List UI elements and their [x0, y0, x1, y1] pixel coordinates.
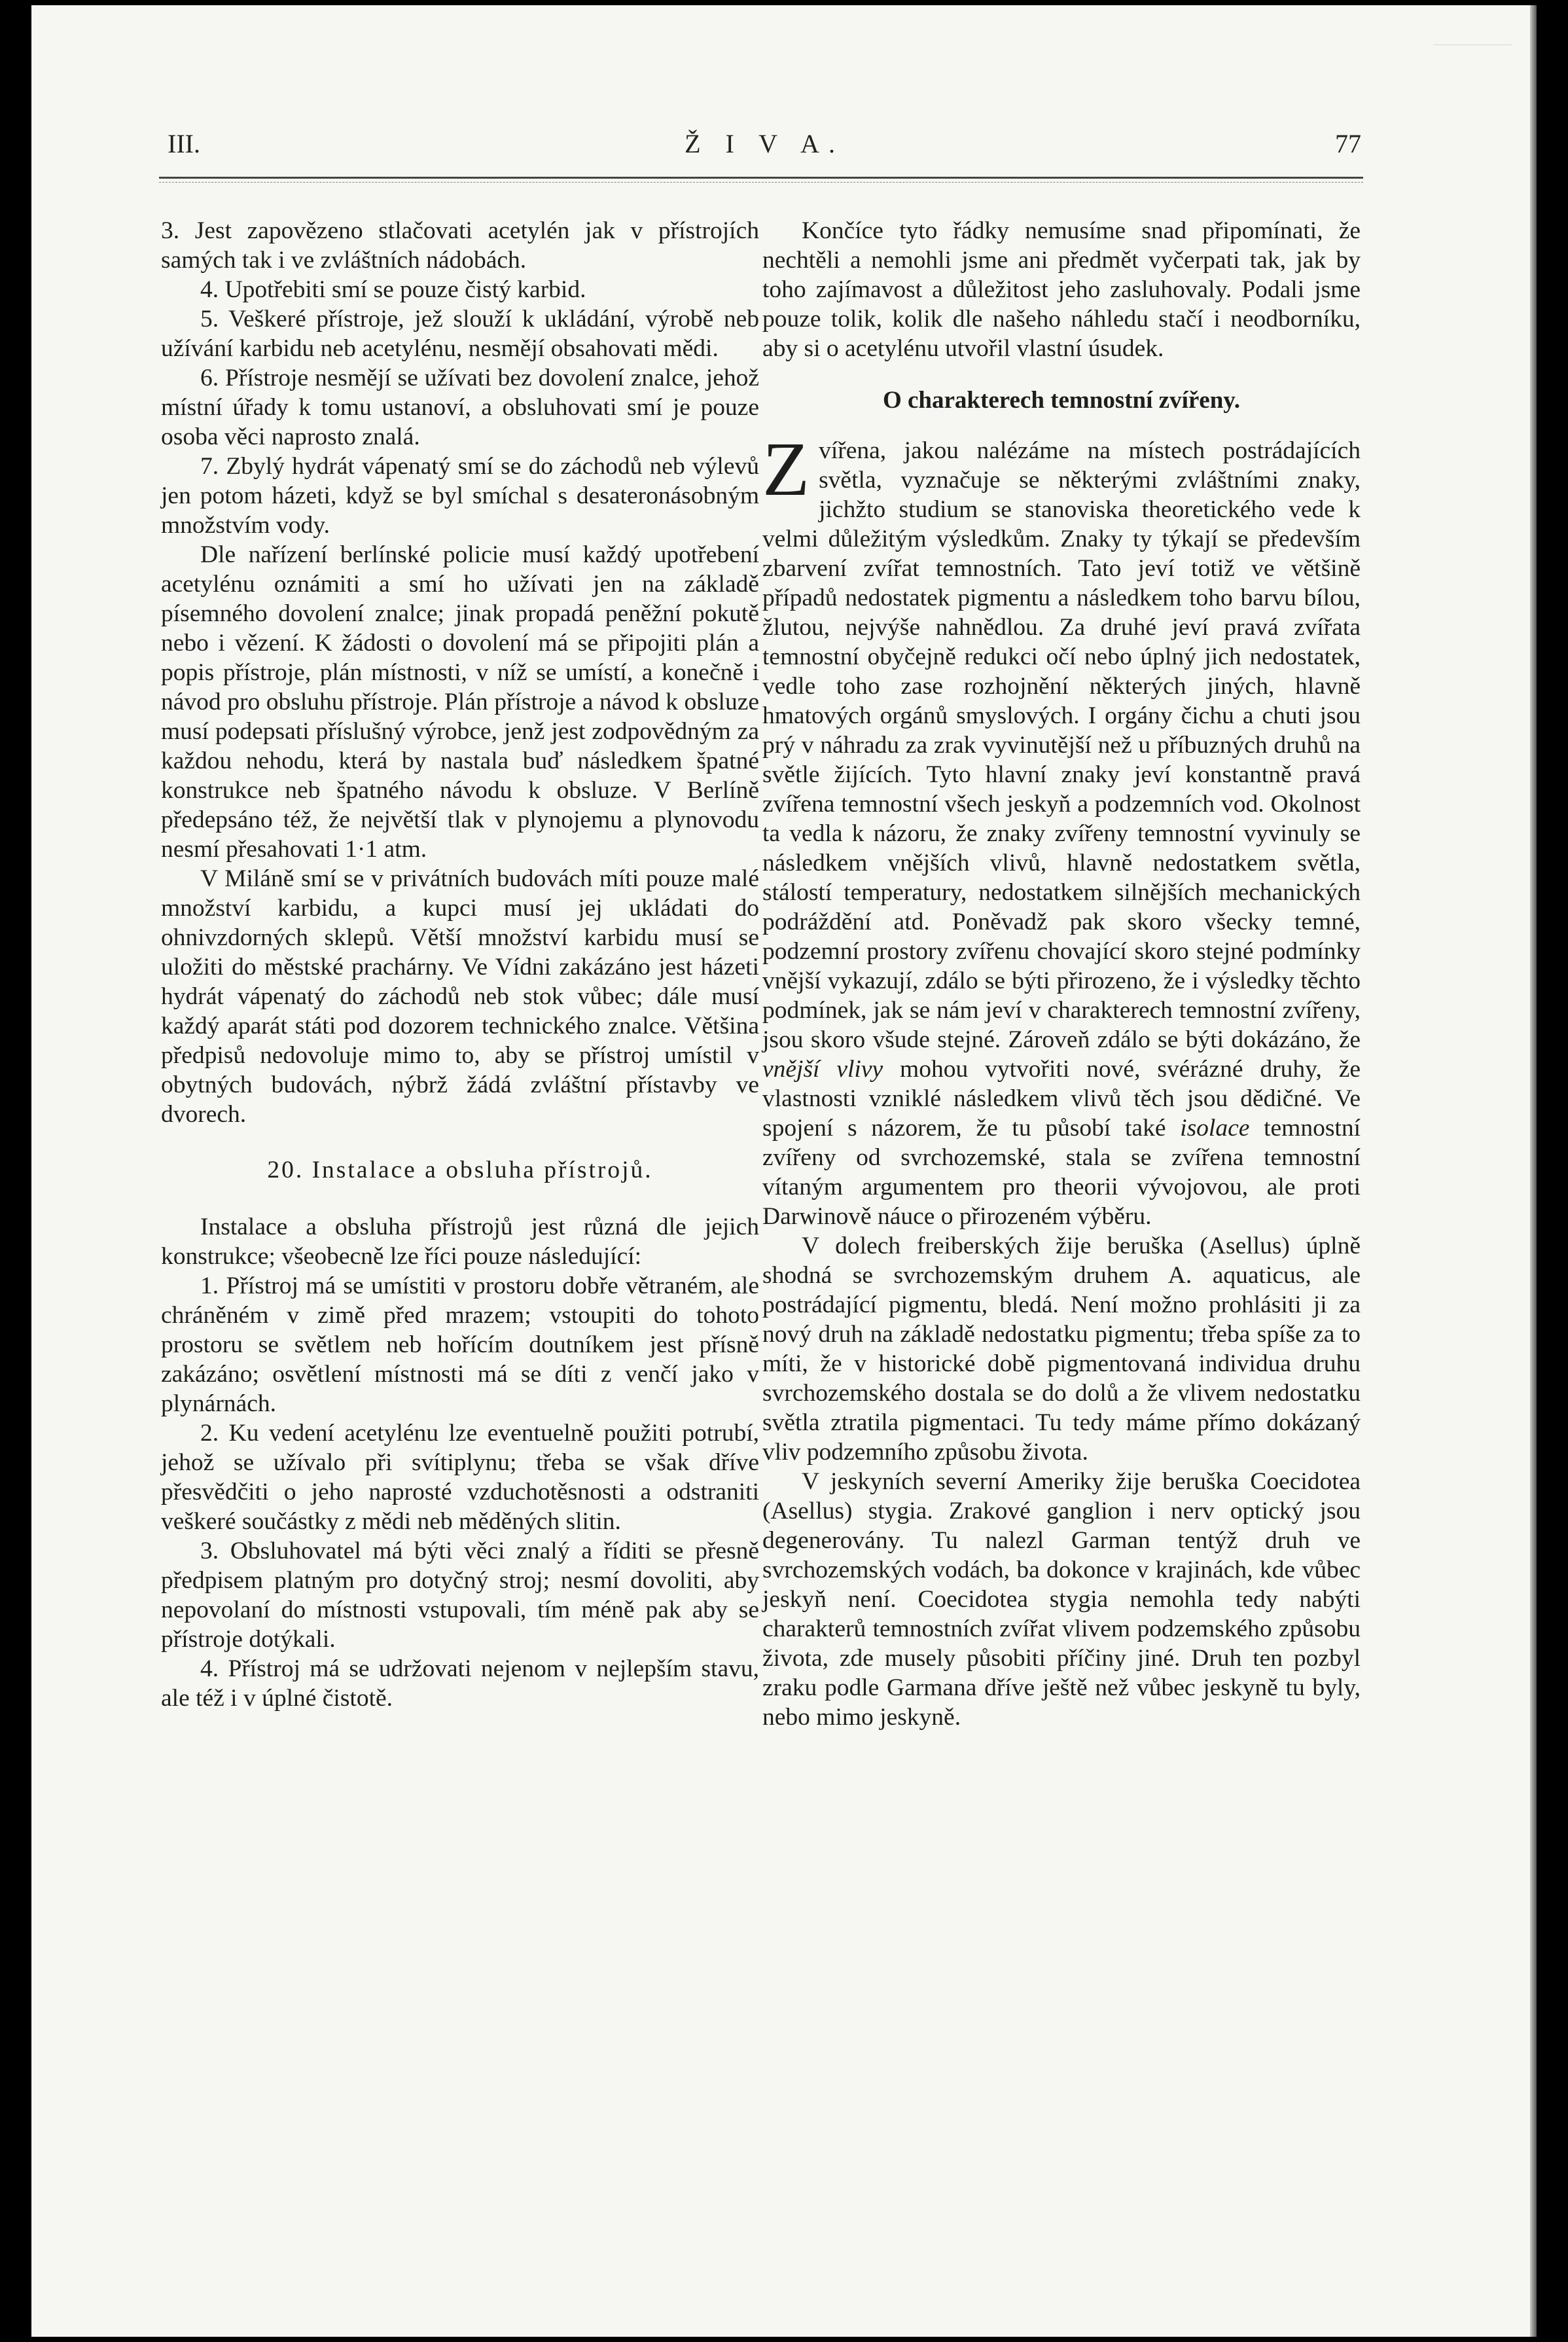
header-rule: [159, 177, 1363, 179]
corner-scan-mark: [1433, 12, 1512, 45]
section-paragraph: 1. Přístroj má se umístiti v prostoru dobře větraném, ale chráněném v zimě před mrazem; vstoupiti do tohoto prostoru se světlem neb hořícím doutníkem jest přísně zakázáno; osvětlení místnosti má se díti z venčí jako v plynárnách.: [161, 1272, 759, 1417]
section-paragraph: 4. Přístroj má se udržovati nejenom v nejlepším stavu, ale též i v úplné čistotě.: [161, 1655, 759, 1712]
section-title: 20. Instalace a obsluha přístrojů.: [267, 1157, 653, 1183]
left-paragraph: 3. Jest zapovězeno stlačovati acetylén jak v přístrojích samých tak i ve zvláštních nádobách.: [161, 217, 759, 274]
journal-title: Ž I V A.: [685, 129, 844, 158]
page-number: 77: [1335, 129, 1361, 158]
paragraph-text: temnostní zvířeny od svrchozemské, stala se zvířena temnostní vítaným argumentem pro theorii vývojovou, ale proti Darwinově náuce o přirozeném výběru.: [762, 1115, 1361, 1230]
left-paragraph: 4. Upotřebiti smí se pouze čistý karbid.: [200, 276, 586, 303]
page-edge-shadow: [1530, 5, 1537, 2337]
article-title: O charakterech temnostní zvířeny.: [882, 387, 1240, 414]
article-paragraph: V jeskyních severní Ameriky žije beruška Coecidotea (Asellus) stygia. Zrakové ganglion i nerv optický jsou degenerovány. Tu nalezl Garman tentýž druh ve svrchozemských vodách, ba dokonce v krajinách, kde vůbec jeskyň není. Coecidotea stygia nemohla tedy nabýti charakterů temnostních zvířat vlivem podzemského způsobu života, zde musely působiti příčiny jiné. Druh ten pozbyl zraku podle Garmana dříve ještě než vůbec jeskyně tu byly, nebo mimo jeskyně.: [762, 1468, 1361, 1731]
closing-paragraph: Končíce tyto řádky nemusíme snad připomínati, že nechtěli a nemohli jsme ani předmět vyčerpati tak, jak by toho zajímavost a důležitost jeho zasluhovaly. Podali jsme pouze tolik, kolik dle našeho náhledu stačí i neodborníku, aby si o acetylénu utvořil vlastní úsudek.: [762, 217, 1361, 362]
section-paragraph: 2. Ku vedení acetylénu lze eventuelně použiti potrubí, jehož se užívalo při svítiplynu; třeba se však dříve přesvědčiti o jeho naprosté vzduchotěsnosti a odstraniti veškeré součástky z mědi neb měděných slitin.: [161, 1420, 759, 1535]
paragraph-text: vířena, jakou nalézáme na místech postrádajících světla, vyznačuje se některými zvláštními znaky, jichžto studium se stanoviska theoretického vede k velmi důležitým výsledkům. Znaky ty týkají se především zbarvení zvířat temnostních. Tato jeví totiž ve většině případů nedostatek pigmentu a následkem toho barvu bílou, žlutou, nejvýše nahnědlou. Za druhé jeví pravá zvířata temnostní obyčejně redukci očí nebo úplný jich nedostatek, vedle toho zase rozhojnění některých jiných, hlavně hmatových orgánů smyslových. I orgány čichu a chuti jsou prý v náhradu za zrak vyvinutější než u příbuzných druhů na světle žijících. Tyto hlavní znaky jeví konstantně pravá zvířena temnostní všech jeskyň a podzemních vod. Okolnost ta vedla k názoru, že znaky zvířeny temnostní vyvinuly se následkem vnějších vlivů, hlavně nedostatkem světla, stálostí temperatury, nedostatkem silnějších mechanických podráždění atd. Poněvadž pak skoro všecky temné, podzemní prostory zvířenu chovající skoro stejné podmínky vnější vykazují, zdálo se býti přirozeno, že i výsledky těchto podmínek, jak se nám jeví v charakterech temnostní zvířeny, jsou skoro všude stejné. Zároveň zdálo se býti dokázáno, že: [762, 437, 1361, 1053]
drop-cap-letter: Z: [762, 426, 810, 512]
left-paragraph: Dle nařízení berlínské policie musí každý upotřebení acetylénu oznámiti a smí ho užívati jen na základě písemného dovolení znalce; jinak propadá peněžní pokutě nebo i vězení. K žádosti o dovolení má se připojiti plán a popis přístroje, plán místnosti, v níž se umístí, a konečně i návod pro obsluhu přístroje. Plán přístroje a návod k obsluze musí podepsati příslušný výrobce, jenž jest zodpovědným za každou nehodu, která by nastala buď následkem špatné konstrukce neb špatného návodu k obsluze. V Berlíně předepsáno též, že největší tlak v plynojemu a plynovodu nesmí přesahovati 1·1 atm.: [161, 541, 759, 863]
left-paragraph: 6. Přístroje nesmějí se užívati bez dovolení znalce, jehož místní úřady k tomu ustanoví, a obsluhovati smí je pouze osoba věci naprosto znalá.: [161, 365, 759, 450]
article-first-paragraph: [762, 426, 1361, 1231]
italic-term: vnější vlivy: [762, 1056, 883, 1083]
section-paragraph: Instalace a obsluha přístrojů jest různá dle jejich konstrukce; všeobecně lze říci pouze následující:: [161, 1214, 759, 1270]
italic-term: isolace: [1180, 1115, 1250, 1142]
left-paragraph: 7. Zbylý hydrát vápenatý smí se do záchodů neb výlevů jen potom házeti, když se byl smíchal s desateronásobným množstvím vody.: [161, 453, 759, 539]
paragraph-text: mohou vytvořiti nové, svérázné druhy, že vlastnosti vzniklé následkem vlivů těch jsou dědičné. Ve spojení s názorem, že tu působí také: [762, 1056, 1361, 1142]
left-paragraph: V Miláně smí se v privátních budovách míti pouze malé množství karbidu, a kupci musí jej ukládati do ohnivzdorných sklepů. Větší množství karbidu musí se uložiti do městské prachárny. Ve Vídni zakázáno jest házeti hydrát vápenatý do záchodů neb stok vůbec; dále musí každý aparát státi pod dozorem technického znalce. Většina předpisů nedovoluje mimo to, aby se přístroj umístil v obytných budovách, nýbrž žádá zvláštní přístavby ve dvorech.: [161, 865, 759, 1128]
left-paragraph: 5. Veškeré přístroje, jež slouží k ukládání, výrobě neb užívání karbidu neb acetylénu, nesmějí obsahovati mědi.: [161, 306, 759, 362]
article-paragraph: V dolech freiberských žije beruška (Asellus) úplně shodná se svrchozemským druhem A. aquaticus, ale postrádající pigmentu, bledá. Není možno prohlásiti ji za nový druh na základě nedostatku pigmentu; třeba spíše za to míti, že v historické době pigmentovaná individua druhu svrchozemského dostala se do dolů a že vlivem nedostatku světla ztratila pigmentaci. Tu tedy máme přímo dokázaný vliv podzemního způsobu života.: [762, 1233, 1361, 1466]
volume-number: III.: [168, 129, 200, 158]
header-rule-dashed: [159, 182, 1363, 183]
right-column: [762, 216, 1361, 1732]
left-column: [161, 216, 759, 1713]
journal-page: [31, 5, 1537, 2337]
section-paragraph: 3. Obsluhovatel má býti věci znalý a říditi se přesně předpisem platným pro dotyčný stroj; nesmí dovoliti, aby nepovolaní do místnosti vstupovali, tím méně pak aby se přístroje dotýkali.: [161, 1538, 759, 1653]
running-header: [168, 128, 1361, 174]
